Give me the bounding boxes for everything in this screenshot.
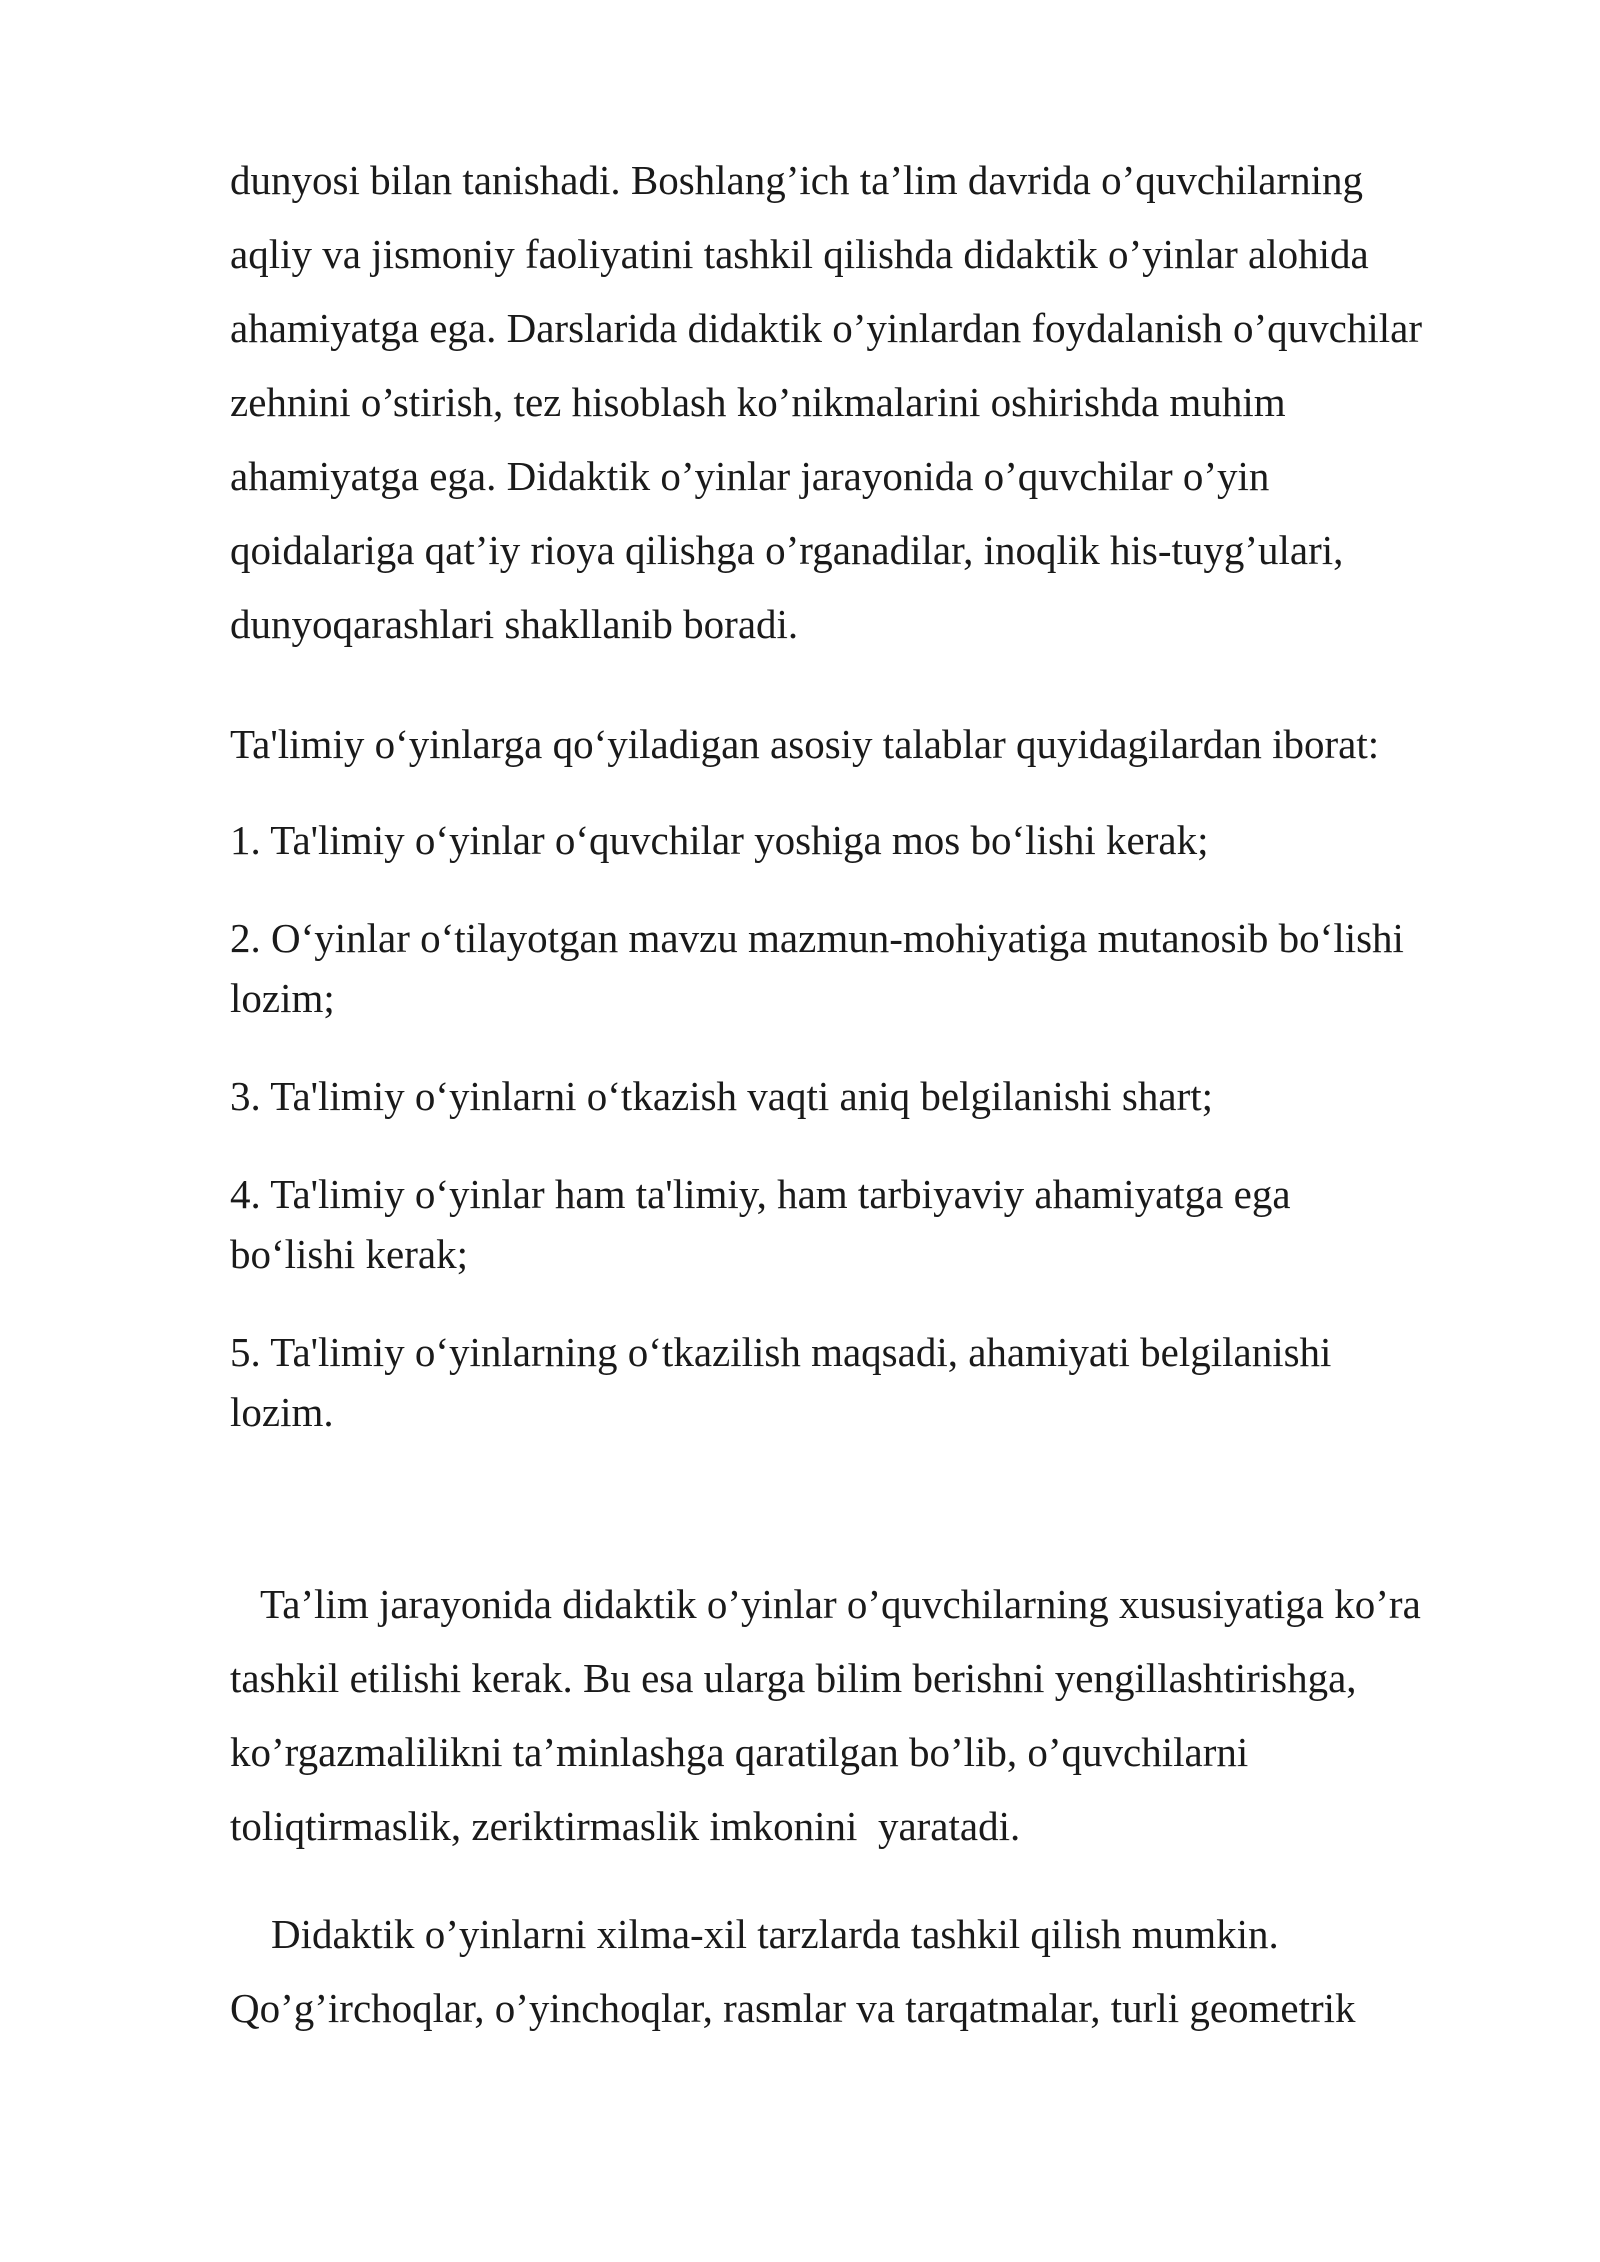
requirement-text-continued: lozim; (230, 975, 335, 1021)
paragraph-line: toliqtirmaslik, zeriktirmaslik imkonini yaratadi. (230, 1803, 1021, 1849)
paragraph-line: zehnini o’stirish, tez hisoblash ko’nikmalarini oshirishda muhim (230, 379, 1286, 425)
paragraph-line: dunyoqarashlari shakllanib boradi. (230, 601, 799, 647)
paragraph-line: Ta’lim jarayonida didaktik o’yinlar o’quvchilarning xususiyatiga ko’ra (230, 1581, 1421, 1627)
paragraph-line: ahamiyatga ega. Darslarida didaktik o’yinlardan foydalanish o’quvchilar (230, 305, 1422, 351)
requirement-text: 5. Ta'limiy o‘yinlarning o‘tkazilish maqsadi, ahamiyati belgilanishi (230, 1329, 1332, 1375)
paragraph-line: tashkil etilishi kerak. Bu esa ularga bilim berishni yengillashtirishga, (230, 1655, 1357, 1701)
requirement-item-4 (230, 1164, 1291, 1284)
paragraph-line: aqliy va jismoniy faoliyatini tashkil qilishda didaktik o’yinlar alohida (230, 231, 1369, 277)
paragraph-line: dunyosi bilan tanishadi. Boshlang’ich ta’lim davrida o’quvchilarning (230, 157, 1363, 203)
paragraph-line: ahamiyatga ega. Didaktik o’yinlar jarayonida o’quvchilar o’yin (230, 453, 1270, 499)
requirement-item-1 (230, 810, 1208, 870)
requirements-intro: Ta'limiy o‘yinlarga qo‘yiladigan asosiy talablar quyidagilardan iborat: (230, 721, 1380, 767)
requirement-text-continued: lozim. (230, 1389, 334, 1435)
requirement-text: 2. O‘yinlar o‘tilayotgan mavzu mazmun-mohiyatiga mutanosib bo‘lishi (230, 915, 1404, 961)
requirement-item-2 (230, 908, 1404, 1028)
requirement-text-continued: bo‘lishi kerak; (230, 1231, 468, 1277)
paragraph-forms (230, 1904, 1356, 2052)
requirement-text: 3. Ta'limiy o‘yinlarni o‘tkazish vaqti aniq belgilanishi shart; (230, 1073, 1214, 1119)
requirement-text: 1. Ta'limiy o‘yinlar o‘quvchilar yoshiga mos bo‘lishi kerak; (230, 817, 1209, 863)
requirement-item-5 (230, 1322, 1331, 1442)
requirement-item-3 (230, 1066, 1213, 1126)
requirement-text: 4. Ta'limiy o‘yinlar ham ta'limiy, ham tarbiyaviy ahamiyatga ega (230, 1171, 1291, 1217)
paragraph-line: Qo’g’irchoqlar, o’yinchoqlar, rasmlar va tarqatmalar, turli geometrik (230, 1985, 1356, 2031)
paragraph-didactic-games-importance (230, 150, 1422, 668)
paragraph-line: qoidalariga qat’iy rioya qilishga o’rganadilar, inoqlik his-tuyg’ulari, (230, 527, 1344, 573)
paragraph-line: Didaktik o’yinlarni xilma-xil tarzlarda tashkil qilish mumkin. (230, 1911, 1279, 1957)
paragraph-organization (230, 1574, 1421, 1870)
paragraph-line: ko’rgazmalilikni ta’minlashga qaratilgan bo’lib, o’quvchilarni (230, 1729, 1249, 1775)
